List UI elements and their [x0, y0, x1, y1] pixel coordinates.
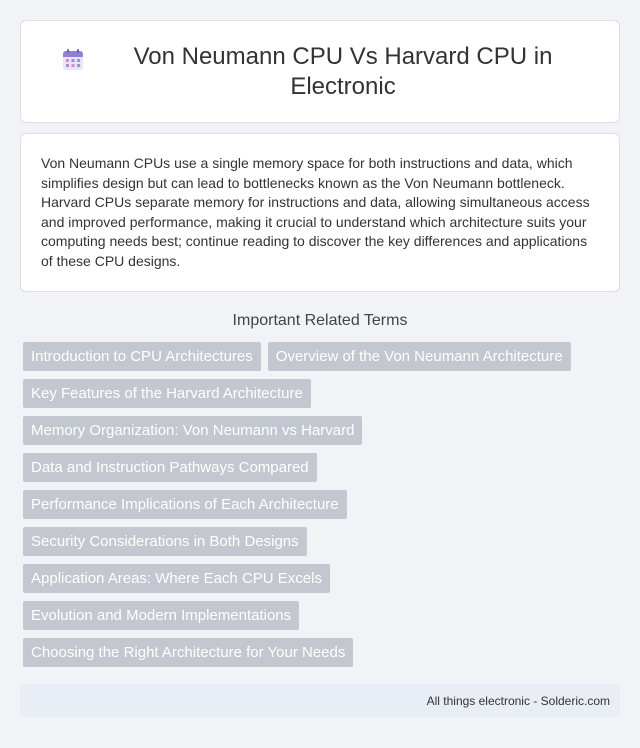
related-term-tag[interactable]: Evolution and Modern Implementations [23, 601, 299, 630]
related-terms-section [20, 306, 620, 675]
page-title: Von Neumann CPU Vs Harvard CPU in Electronic [133, 42, 553, 100]
title-row [61, 42, 579, 102]
related-term-tag[interactable]: Overview of the Von Neumann Architecture [268, 342, 571, 371]
related-term-tag[interactable]: Memory Organization: Von Neumann vs Harvard [23, 416, 362, 445]
related-term-tag[interactable]: Security Considerations in Both Designs [23, 527, 307, 556]
footer [20, 684, 620, 717]
intro-card [20, 133, 620, 292]
calendar-icon [61, 48, 85, 72]
title-card [20, 20, 620, 123]
related-term-tag[interactable]: Performance Implications of Each Architecture [23, 490, 347, 519]
related-term-tag[interactable]: Data and Instruction Pathways Compared [23, 453, 317, 482]
related-term-tag[interactable]: Choosing the Right Architecture for Your Needs [23, 638, 353, 667]
related-term-tag[interactable]: Introduction to CPU Architectures [23, 342, 261, 371]
intro-paragraph: Von Neumann CPUs use a single memory space for both instructions and data, which simplifies design but can lead to bottlenecks known as the Von Neumann bottleneck. Harvard CPUs separate memory for instructions and data, allowing simultaneous access and improved performance, making it crucial to understand which architecture suits your computing needs best; continue reading to discover the key differences and applications of these CPU designs. [41, 155, 590, 269]
footer-text: All things electronic - Solderic.com [426, 693, 610, 708]
related-term-tag[interactable]: Key Features of the Harvard Architecture [23, 379, 311, 408]
related-terms-list [20, 342, 620, 675]
related-terms-heading: Important Related Terms [232, 312, 408, 329]
related-term-tag[interactable]: Application Areas: Where Each CPU Excels [23, 564, 330, 593]
